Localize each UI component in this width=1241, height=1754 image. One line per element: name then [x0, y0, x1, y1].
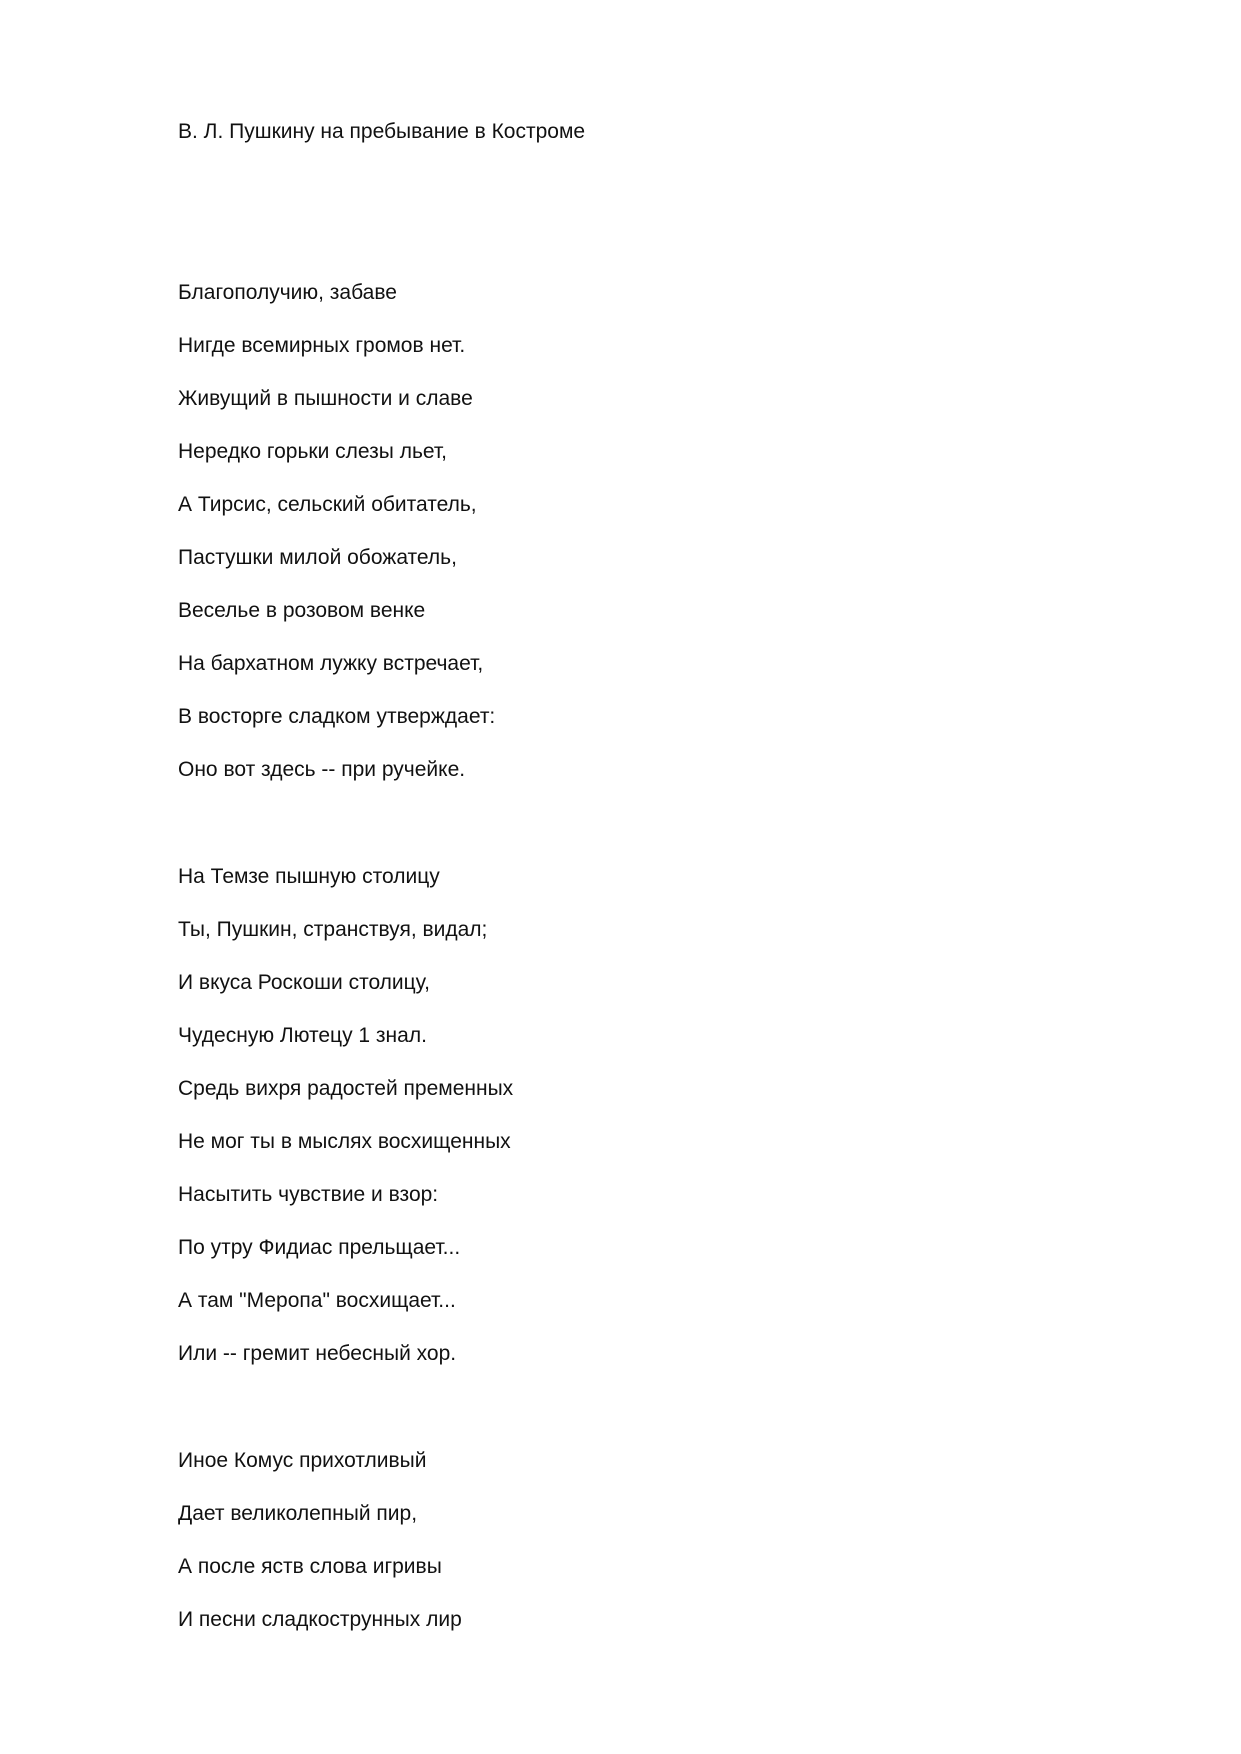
- verse-line: Не мог ты в мыслях восхищенных: [178, 1130, 511, 1153]
- poem-title: В. Л. Пушкину на пребывание в Костроме: [178, 120, 586, 143]
- verse-line: Оно вот здесь -- при ручейке.: [178, 758, 466, 781]
- verse-line: Веселье в розовом венке: [178, 599, 426, 622]
- verse-line: И вкуса Роскоши столицу,: [178, 971, 430, 994]
- verse-line: Или -- гремит небесный хор.: [178, 1342, 457, 1365]
- verse-line: Живущий в пышности и славе: [178, 387, 473, 410]
- verse-line: На Темзе пышную столицу: [178, 865, 440, 888]
- verse-line: Нередко горьки слезы льет,: [178, 440, 448, 463]
- verse-line: На бархатном лужку встречает,: [178, 652, 484, 675]
- verse-line: По утру Фидиас прельщает...: [178, 1236, 461, 1259]
- verse-line: А после яств слова игривы: [178, 1555, 442, 1578]
- stanza-1: [178, 280, 495, 810]
- verse-line: Благополучию, забаве: [178, 281, 397, 304]
- verse-line: Пастушки милой обожатель,: [178, 546, 457, 569]
- verse-line: Дает великолепный пир,: [178, 1502, 418, 1525]
- verse-line: Насытить чувствие и взор:: [178, 1183, 439, 1206]
- verse-line: В восторге сладком утверждает:: [178, 705, 496, 728]
- stanza-3: [178, 1448, 462, 1660]
- verse-line: Средь вихря радостей пременных: [178, 1077, 514, 1100]
- verse-line: Чудесную Лютецу 1 знал.: [178, 1024, 427, 1047]
- verse-line: Иное Комус прихотливый: [178, 1449, 427, 1472]
- verse-line: А Тирсис, сельский обитатель,: [178, 493, 477, 516]
- verse-line: Нигде всемирных громов нет.: [178, 334, 466, 357]
- verse-line: Ты, Пушкин, странствуя, видал;: [178, 918, 488, 941]
- verse-line: И песни сладкострунных лир: [178, 1608, 462, 1631]
- stanza-2: [178, 864, 513, 1394]
- verse-line: А там "Меропа" восхищает...: [178, 1289, 456, 1312]
